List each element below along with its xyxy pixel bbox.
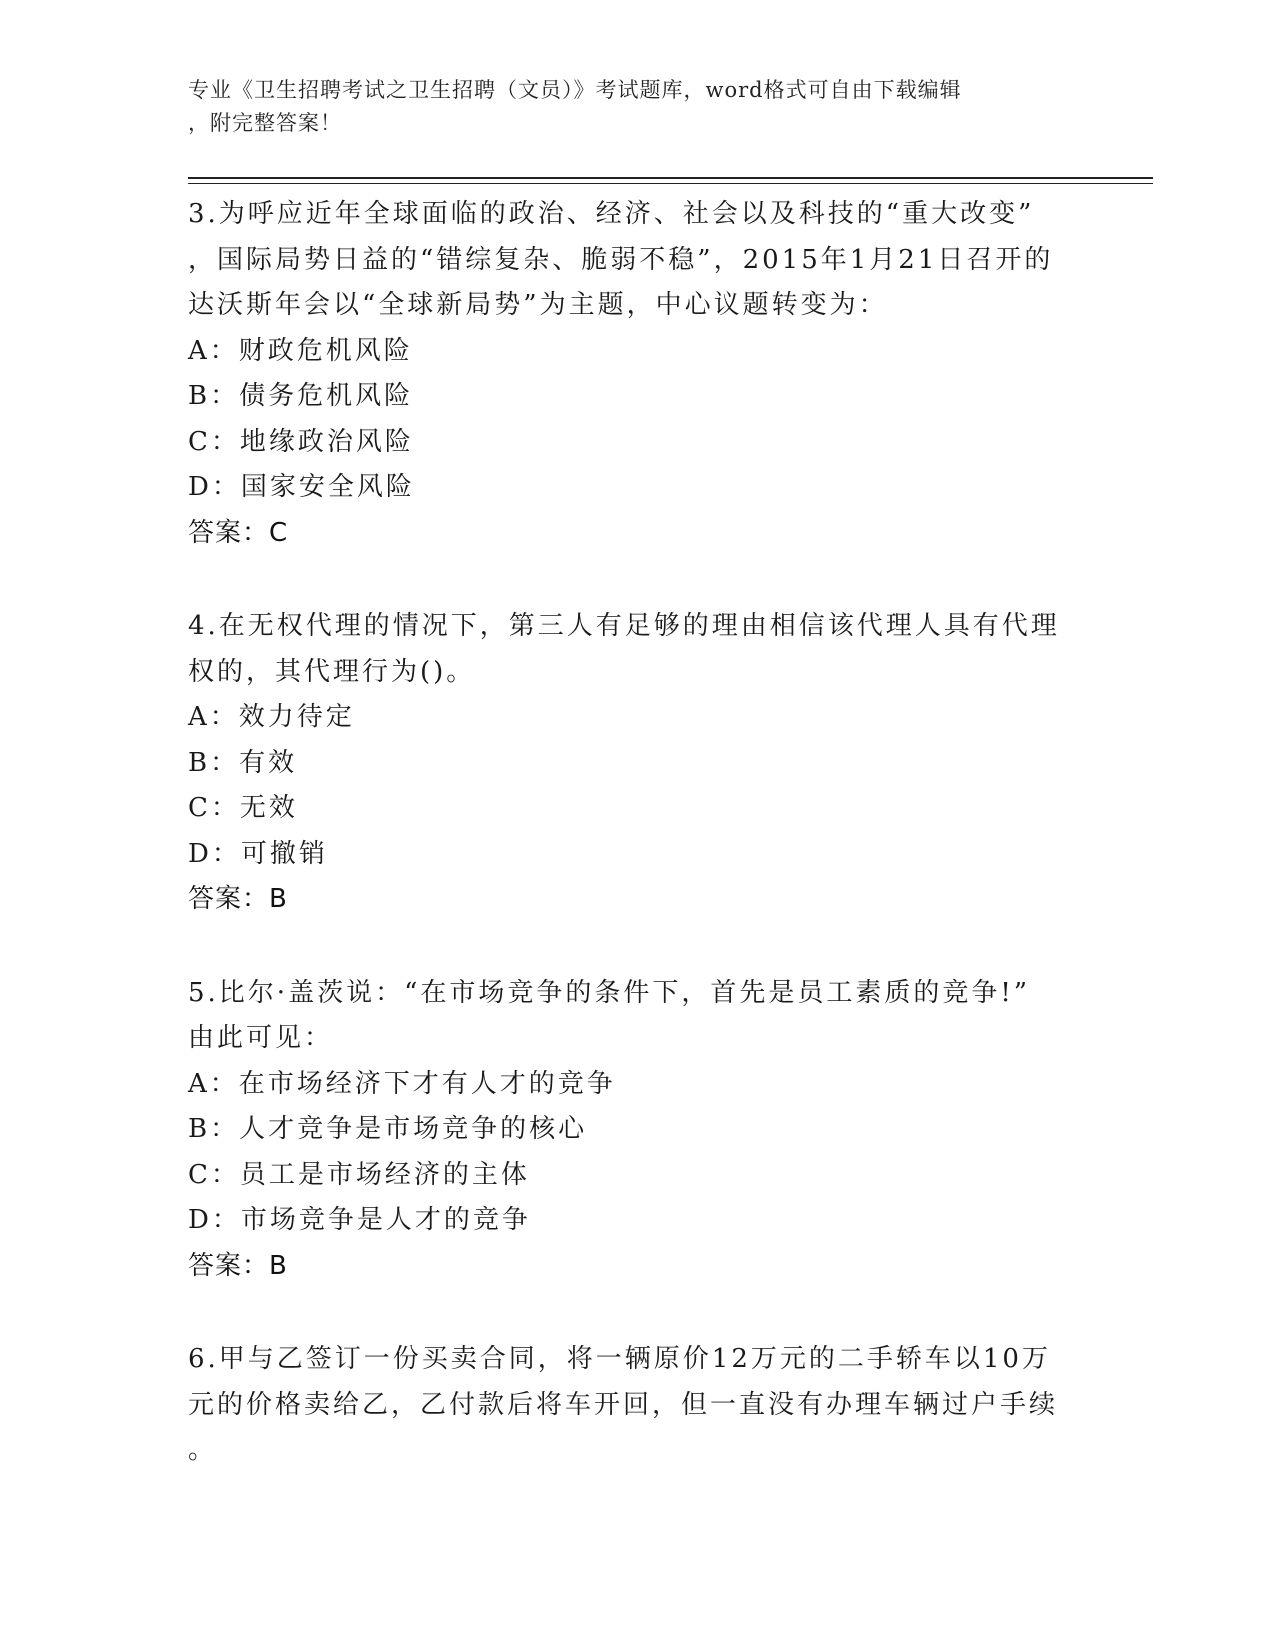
question-4-option-b: B：有效 — [188, 747, 298, 778]
question-3-stem-line-3: 达沃斯年会以“全球新局势”为主题，中心议题转变为： — [188, 290, 888, 320]
question-5-answer: 答案：B — [188, 1250, 288, 1281]
question-5-option-a: A：在市场经济下才有人才的竞争 — [188, 1068, 616, 1099]
question-5-option-b: B：人才竞争是市场竞争的核心 — [188, 1114, 588, 1144]
header-line-2: ，附完整答案！ — [188, 111, 342, 135]
question-3-stem-line-2: ，国际局势日益的“错综复杂、脆弱不稳”，2015年1月21日召开的 — [188, 244, 1054, 275]
question-3-option-d: D：国家安全风险 — [188, 472, 415, 502]
question-3-answer: 答案：C — [188, 517, 289, 548]
question-3-option-a: A：财政危机风险 — [188, 335, 413, 366]
question-5-option-d: D：市场竞争是人才的竞争 — [188, 1205, 531, 1235]
question-3 — [188, 192, 1088, 556]
header-divider-thin — [188, 183, 1153, 184]
question-4-stem-line-2: 权的，其代理行为()。 — [188, 656, 476, 687]
question-4 — [188, 604, 1088, 923]
question-5 — [188, 971, 1088, 1290]
question-6-stem-line-2: 元的价格卖给乙，乙付款后将车开回，但一直没有办理车辆过户手续 — [188, 1389, 1059, 1420]
question-4-option-d: D：可撤销 — [188, 838, 328, 869]
question-3-stem-line-1: 3.为呼应近年全球面临的政治、经济、社会以及科技的“重大改变” — [188, 199, 1035, 229]
question-5-option-c: C：员工是市场经济的主体 — [188, 1159, 530, 1190]
question-6-stem-line-3: 。 — [188, 1435, 218, 1465]
question-4-option-c: C：无效 — [188, 793, 298, 823]
question-4-option-a: A：效力待定 — [188, 702, 355, 732]
question-6 — [188, 1337, 1088, 1474]
header-line-1: 专业《卫生招聘考试之卫生招聘（文员）》考试题库，word格式可自由下载编辑 — [188, 78, 962, 102]
question-list — [188, 192, 1088, 1522]
question-3-option-c: C：地缘政治风险 — [188, 426, 414, 457]
question-6-stem-line-1: 6.甲与乙签订一份买卖合同，将一辆原价12万元的二手轿车以10万 — [188, 1344, 1051, 1374]
header-divider-thick — [188, 177, 1153, 179]
document-header — [188, 74, 1068, 140]
question-5-stem-line-2: 由此可见： — [188, 1023, 334, 1053]
question-4-stem-line-1: 4.在无权代理的情况下，第三人有足够的理由相信该代理人具有代理 — [188, 611, 1060, 641]
question-4-answer: 答案：B — [188, 884, 288, 914]
question-3-option-b: B：债务危机风险 — [188, 381, 414, 411]
question-5-stem-line-1: 5.比尔·盖茨说：“在市场竞争的条件下，首先是员工素质的竞争!” — [188, 977, 1031, 1008]
